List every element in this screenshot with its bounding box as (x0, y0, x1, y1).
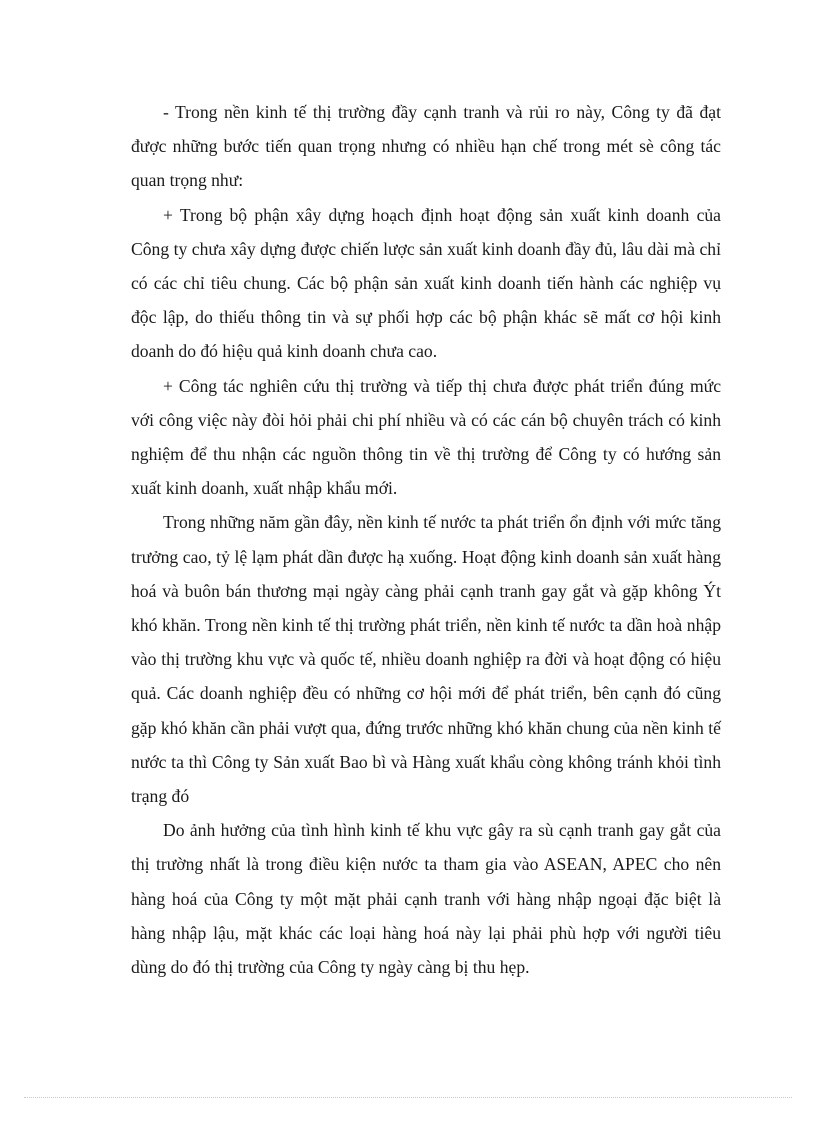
paragraph-2: + Trong bộ phận xây dựng hoạch định hoạt động sản xuất kinh doanh của Công ty chưa xây dựng được chiến lược sản xuất kinh doanh đầy đủ, lâu dài mà chỉ có các chỉ tiêu chung. Các bộ phận sản xuất kinh doanh tiến hành các nghiệp vụ độc lập, do thiếu thông tin và sự phối hợp các bộ phận khác sẽ mất cơ hội kinh doanh do đó hiệu quả kinh doanh chưa cao. (131, 204, 721, 362)
paragraph-1: - Trong nền kinh tế thị trường đầy cạnh tranh và rủi ro này, Công ty đã đạt được những bước tiến quan trọng nhưng có nhiều hạn chế trong mét sè công tác quan trọng như: (131, 102, 721, 191)
paragraph-5: Do ảnh hưởng của tình hình kinh tế khu vực gây ra sù cạnh tranh gay gắt của thị trường nhất là trong điều kiện nước ta tham gia vào ASEAN, APEC cho nên hàng hoá của Công ty một mặt phải cạnh tranh với hàng nhập ngoại đặc biệt là hàng nhập lậu, mặt khác các loại hàng hoá này lại phải phù hợp với người tiêu dùng do đó thị trường của Công ty ngày càng bị thu hẹp. (131, 820, 721, 978)
document-body (131, 95, 721, 984)
paragraph-4: Trong những năm gần đây, nền kinh tế nước ta phát triển ổn định với mức tăng trưởng cao, tỷ lệ lạm phát dần được hạ xuống. Hoạt động kinh doanh sản xuất hàng hoá và buôn bán thương mại ngày càng phải cạnh tranh gay gắt và gặp không Ýt khó khăn. Trong nền kinh tế thị trường phát triển, nền kinh tế nước ta dần hoà nhập vào thị trường khu vực và quốc tế, nhiều doanh nghiệp ra đời và hoạt động có hiệu quả. Các doanh nghiệp đều có những cơ hội mới để phát triển, bên cạnh đó cũng gặp khó khăn cần phải vượt qua, đứng trước những khó khăn chung của nền kinh tế nước ta thì Công ty Sản xuất Bao bì và Hàng xuất khẩu còng không tránh khỏi tình trạng đó (131, 512, 721, 807)
paragraph-3: + Công tác nghiên cứu thị trường và tiếp thị chưa được phát triển đúng mức với công việc này đòi hỏi phải chi phí nhiều và có các cán bộ chuyên trách có kinh nghiệm để thu nhận các nguồn thông tin về thị trường để Công ty có hướng sản xuất kinh doanh, xuất nhập khẩu mới. (131, 375, 721, 499)
footer-divider (24, 1097, 792, 1098)
